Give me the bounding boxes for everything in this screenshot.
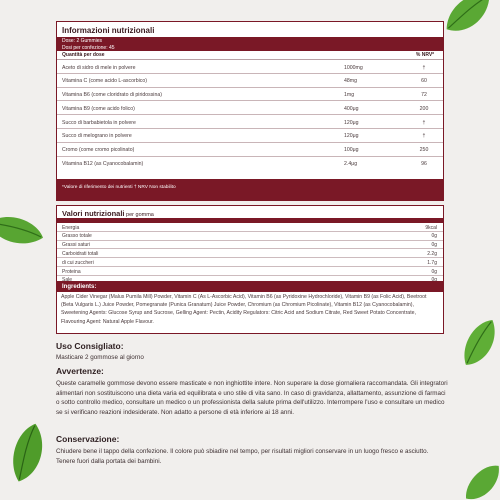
- nutrient-name: Energia: [62, 224, 80, 231]
- nutrition-info-table: [56, 21, 444, 201]
- nutrient-value: 0g: [431, 242, 437, 249]
- storage-title: Conservazione:: [56, 434, 120, 444]
- ingredient-nrv: 250: [419, 147, 429, 154]
- ingredient-nrv: †: [422, 133, 426, 140]
- nutrient-name: Grasso totale: [62, 233, 92, 240]
- ingredient-name: Succo di melograno in polvere: [62, 133, 132, 140]
- ingredient-amount: 48mg: [344, 78, 357, 85]
- ingredients-text: Apple Cider Vinegar (Malus Pumila Mill) Powder, Vitamin C (As L-Ascorbic Acid), Vitamin B6 (as Pyridoxine Hydrochloride), Vitamin B9 (as Folic Acid), Beetroot (Beta Vulgaris L.) Juice Powder, Pomegranate (Punica Granatum) Juice Powder, Chromium (as Chromium Picolinate), Vitamin B12 (as Cyanocobalamin), Sweetening Agents: Glucose Syrup and Sucrose, Gelling Agent: Pectin, Acidity Regulators: Citric Acid and Sodium Citrate, Red Sweet Potato Concentrate, Flavouring Agent: Natural Apple Flavour.: [61, 294, 427, 325]
- table-row: [57, 115, 443, 129]
- ingredient-amount: 400μg: [344, 105, 359, 112]
- nutrient-name: Proteina: [62, 268, 81, 275]
- ingredient-name: Cromo (come cromo picolinato): [62, 147, 135, 154]
- storage-text: Chiudere bene il tappo della confezione. Il colore può sbiadire nel tempo, per risultati migliori conservare in un luogo fresco e asciutto. Tenere fuori dalla portata dei bambini.: [56, 448, 429, 465]
- ingredient-name: Vitamina B6 (come cloridrato di piridossina): [62, 92, 162, 99]
- nutrient-name: Carboidrati totali: [62, 250, 99, 257]
- ingredient-name: Vitamina B12 (as Cyanocobalamin): [62, 161, 144, 168]
- nrv-column-header: % NRV*: [415, 52, 435, 58]
- nutrient-name: di cui zuccheri: [62, 259, 94, 266]
- ingredient-name: Vitamina C (come acido L-ascorbico): [62, 78, 147, 85]
- nutrition-info-title: Informazioni nutrizionali: [62, 26, 155, 35]
- nutrient-name: Grassi saturi: [62, 242, 91, 249]
- usage-text: Masticare 2 gommose al giorno: [56, 354, 144, 361]
- nutrient-value: 1.7g: [427, 259, 437, 266]
- qty-column-header: Quantità per dose: [62, 52, 105, 58]
- table-row: [57, 241, 443, 250]
- ingredient-amount: 1000mg: [344, 64, 363, 71]
- ingredients-box: [56, 281, 444, 334]
- leaf-icon: [0, 416, 57, 489]
- nutrition-values-title: [57, 206, 443, 218]
- leaf-icon: [0, 203, 50, 257]
- table-row: [57, 223, 443, 232]
- nutrient-value: 0g: [431, 233, 437, 240]
- table-row: [57, 74, 443, 88]
- ingredient-nrv: 200: [419, 105, 429, 112]
- table-row: [57, 267, 443, 276]
- table-row: [57, 129, 443, 143]
- table-row: [57, 88, 443, 102]
- ingredient-name: Vitamina B9 (come acido folico): [62, 105, 135, 112]
- ingredient-nrv: 96: [421, 161, 427, 168]
- leaf-icon: [450, 310, 500, 375]
- nutrient-value: 2.2g: [427, 250, 437, 257]
- nrv-footnote: *Valore di riferimento dei nutrienti † NRV Non stabilito: [57, 179, 443, 200]
- table-row: [57, 60, 443, 74]
- table-row: [57, 232, 443, 241]
- ingredient-amount: 100μg: [344, 147, 359, 154]
- nutrition-values-subtitle: per gomma: [124, 212, 154, 218]
- usage-title: Uso Consigliato:: [56, 341, 124, 351]
- dose-info-band: [57, 37, 443, 51]
- table-row: [57, 157, 443, 171]
- dose-label: Dose: 2 Gummies: [62, 38, 103, 44]
- ingredient-name: Succo di barbabietola in polvere: [62, 119, 136, 126]
- ingredient-amount: 2.4μg: [344, 161, 358, 168]
- warnings-text: Queste caramelle gommose devono essere masticate e non inghiottite intere. Non superare la dose giornaliera raccomandata. Gli integratori alimentari non sostituiscono una dieta varia ed equilibrata e uno stile di vita sano. In caso di gravidanza, allattamento, assunzione di farmaci o sotto controllo medico, consultare un medico o un professionista della salute prima dell'utilizzo. Interrompere l'uso e consultare un medico se si verificano reazioni indesiderate. Non adatto a persone di età inferiore ai 18 anni.: [56, 380, 448, 416]
- nutrition-values-heading: Valori nutrizionali: [62, 209, 125, 218]
- ingredient-name: Aceto di sidro di mele in polvere: [62, 64, 136, 71]
- ingredient-amount: 120μg: [344, 133, 359, 140]
- ingredient-amount: 1mg: [344, 92, 355, 99]
- table-row: [57, 258, 443, 267]
- warnings-title: Avvertenze:: [56, 366, 104, 376]
- ingredient-nrv: 60: [421, 78, 427, 85]
- ingredient-nrv: 72: [421, 92, 427, 99]
- leaf-icon: [454, 455, 500, 500]
- ingredient-nrv: †: [422, 64, 426, 71]
- table-header-row: [57, 51, 443, 60]
- table-row: [57, 143, 443, 157]
- table-row: [57, 249, 443, 258]
- table-row: [57, 101, 443, 115]
- nutrition-values-table: [56, 205, 444, 285]
- nutrient-value: 0g: [431, 268, 437, 275]
- doses-per-container-label: Dosi per confezione: 45: [62, 45, 115, 51]
- ingredients-heading: Ingredients:: [57, 282, 443, 292]
- ingredient-nrv: †: [422, 119, 426, 126]
- ingredient-amount: 120μg: [344, 119, 359, 126]
- nutrient-value: 9kcal: [425, 224, 437, 231]
